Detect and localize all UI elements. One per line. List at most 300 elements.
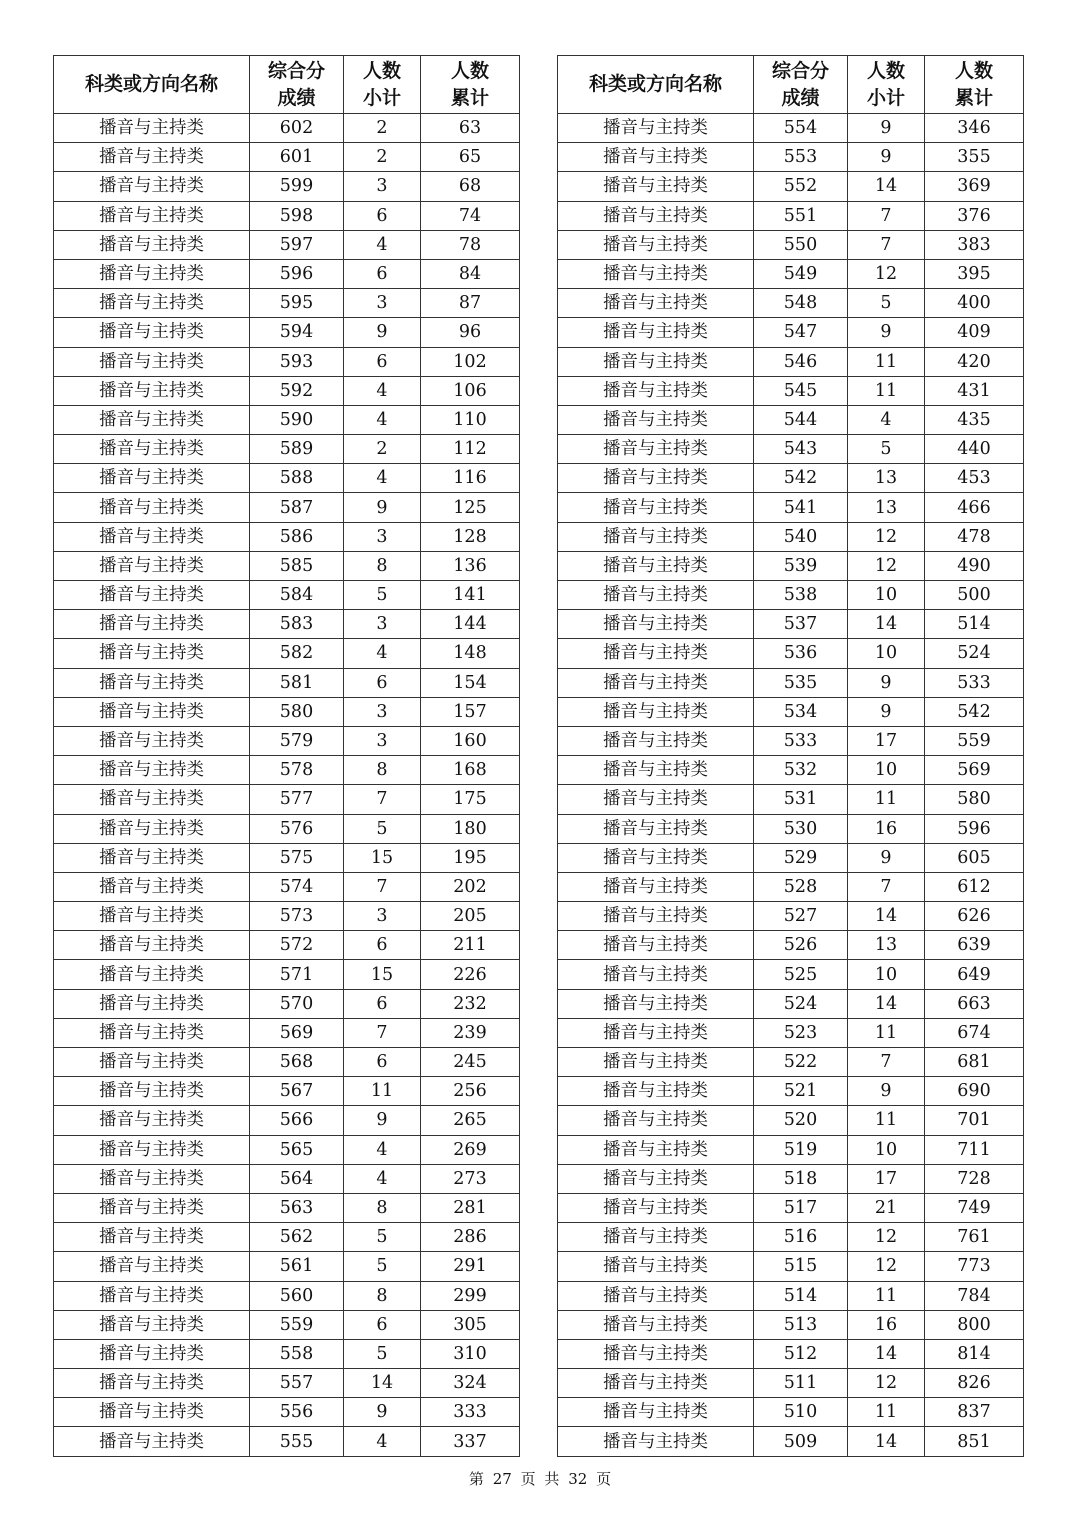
count-cell: 6 <box>344 989 421 1018</box>
score-cell: 526 <box>754 931 848 960</box>
score-cell: 543 <box>754 435 848 464</box>
score-cell: 521 <box>754 1077 848 1106</box>
score-cell: 519 <box>754 1135 848 1164</box>
category-cell: 播音与主持类 <box>54 1369 250 1398</box>
category-cell: 播音与主持类 <box>558 931 754 960</box>
table-row <box>558 1223 1024 1252</box>
score-cell: 533 <box>754 726 848 755</box>
table-row <box>558 376 1024 405</box>
table-row <box>558 668 1024 697</box>
count-cell: 3 <box>344 902 421 931</box>
cumulative-cell: 256 <box>421 1077 520 1106</box>
category-cell: 播音与主持类 <box>54 697 250 726</box>
count-cell: 13 <box>848 464 925 493</box>
category-cell: 播音与主持类 <box>54 405 250 434</box>
count-cell: 21 <box>848 1193 925 1222</box>
count-cell: 3 <box>344 610 421 639</box>
table-row <box>54 464 520 493</box>
score-cell: 582 <box>250 639 344 668</box>
table-row <box>558 259 1024 288</box>
category-cell: 播音与主持类 <box>558 872 754 901</box>
cumulative-cell: 440 <box>925 435 1024 464</box>
count-cell: 6 <box>344 347 421 376</box>
category-cell: 播音与主持类 <box>54 1048 250 1077</box>
score-cell: 518 <box>754 1164 848 1193</box>
count-cell: 8 <box>344 1281 421 1310</box>
cumulative-cell: 141 <box>421 581 520 610</box>
category-cell: 播音与主持类 <box>558 1018 754 1047</box>
score-cell: 556 <box>250 1398 344 1427</box>
table-row <box>54 610 520 639</box>
category-cell: 播音与主持类 <box>54 259 250 288</box>
category-cell: 播音与主持类 <box>54 1106 250 1135</box>
score-cell: 540 <box>754 522 848 551</box>
table-row <box>558 464 1024 493</box>
score-cell: 536 <box>754 639 848 668</box>
table-header-row <box>54 56 520 114</box>
score-cell: 579 <box>250 726 344 755</box>
table-row <box>558 1310 1024 1339</box>
cumulative-cell: 269 <box>421 1135 520 1164</box>
count-cell: 5 <box>344 581 421 610</box>
cumulative-cell: 559 <box>925 726 1024 755</box>
cumulative-cell: 690 <box>925 1077 1024 1106</box>
cumulative-cell: 814 <box>925 1339 1024 1368</box>
count-cell: 3 <box>344 697 421 726</box>
score-cell: 589 <box>250 435 344 464</box>
table-row <box>54 172 520 201</box>
cumulative-cell: 239 <box>421 1018 520 1047</box>
table-row <box>558 405 1024 434</box>
cumulative-cell: 63 <box>421 114 520 143</box>
score-cell: 599 <box>250 172 344 201</box>
score-cell: 523 <box>754 1018 848 1047</box>
category-cell: 播音与主持类 <box>54 668 250 697</box>
cumulative-cell: 106 <box>421 376 520 405</box>
count-cell: 3 <box>344 289 421 318</box>
count-cell: 2 <box>344 435 421 464</box>
category-cell: 播音与主持类 <box>558 376 754 405</box>
category-cell: 播音与主持类 <box>54 1018 250 1047</box>
count-cell: 13 <box>848 493 925 522</box>
count-cell: 12 <box>848 1369 925 1398</box>
category-cell: 播音与主持类 <box>54 376 250 405</box>
score-cell: 562 <box>250 1223 344 1252</box>
score-cell: 520 <box>754 1106 848 1135</box>
table-row <box>54 1135 520 1164</box>
score-cell: 546 <box>754 347 848 376</box>
cumulative-cell: 116 <box>421 464 520 493</box>
score-cell: 566 <box>250 1106 344 1135</box>
score-cell: 514 <box>754 1281 848 1310</box>
count-cell: 6 <box>344 1310 421 1339</box>
cumulative-cell: 784 <box>925 1281 1024 1310</box>
count-cell: 8 <box>344 551 421 580</box>
score-cell: 568 <box>250 1048 344 1077</box>
table-row <box>558 1164 1024 1193</box>
count-cell: 14 <box>848 172 925 201</box>
category-cell: 播音与主持类 <box>54 872 250 901</box>
category-cell: 播音与主持类 <box>54 960 250 989</box>
category-cell: 播音与主持类 <box>54 318 250 347</box>
table-row <box>54 289 520 318</box>
score-cell: 601 <box>250 143 344 172</box>
count-cell: 5 <box>848 435 925 464</box>
table-row <box>558 1193 1024 1222</box>
score-cell: 511 <box>754 1369 848 1398</box>
table-row <box>558 960 1024 989</box>
count-cell: 2 <box>344 114 421 143</box>
table-row <box>54 1048 520 1077</box>
score-cell: 573 <box>250 902 344 931</box>
score-cell: 595 <box>250 289 344 318</box>
category-cell: 播音与主持类 <box>558 814 754 843</box>
cumulative-cell: 749 <box>925 1193 1024 1222</box>
score-cell: 551 <box>754 201 848 230</box>
table-row <box>54 1427 520 1456</box>
count-cell: 4 <box>344 1427 421 1456</box>
category-cell: 播音与主持类 <box>558 1048 754 1077</box>
score-cell: 525 <box>754 960 848 989</box>
score-cell: 542 <box>754 464 848 493</box>
count-cell: 4 <box>344 1164 421 1193</box>
score-cell: 557 <box>250 1369 344 1398</box>
table-row <box>54 114 520 143</box>
cumulative-cell: 74 <box>421 201 520 230</box>
count-cell: 14 <box>344 1369 421 1398</box>
footer-page-word: 页 <box>520 1470 536 1488</box>
count-cell: 14 <box>848 1339 925 1368</box>
score-cell: 534 <box>754 697 848 726</box>
count-cell: 10 <box>848 1135 925 1164</box>
cumulative-cell: 273 <box>421 1164 520 1193</box>
count-cell: 3 <box>344 726 421 755</box>
category-cell: 播音与主持类 <box>558 726 754 755</box>
table-row <box>54 522 520 551</box>
score-cell: 596 <box>250 259 344 288</box>
cumulative-cell: 400 <box>925 289 1024 318</box>
score-cell: 544 <box>754 405 848 434</box>
category-cell: 播音与主持类 <box>558 989 754 1018</box>
score-cell: 585 <box>250 551 344 580</box>
cumulative-cell: 333 <box>421 1398 520 1427</box>
score-cell: 527 <box>754 902 848 931</box>
score-cell: 580 <box>250 697 344 726</box>
cumulative-cell: 136 <box>421 551 520 580</box>
cumulative-cell: 674 <box>925 1018 1024 1047</box>
score-cell: 560 <box>250 1281 344 1310</box>
category-cell: 播音与主持类 <box>558 1339 754 1368</box>
count-cell: 3 <box>344 522 421 551</box>
table-row <box>54 581 520 610</box>
score-cell: 528 <box>754 872 848 901</box>
count-cell: 11 <box>848 1106 925 1135</box>
count-cell: 4 <box>344 639 421 668</box>
category-cell: 播音与主持类 <box>54 143 250 172</box>
score-cell: 553 <box>754 143 848 172</box>
table-row <box>558 756 1024 785</box>
table-header-row <box>558 56 1024 114</box>
table-row <box>558 902 1024 931</box>
category-cell: 播音与主持类 <box>54 843 250 872</box>
count-cell: 11 <box>848 347 925 376</box>
category-cell: 播音与主持类 <box>558 581 754 610</box>
category-cell: 播音与主持类 <box>54 230 250 259</box>
category-cell: 播音与主持类 <box>54 581 250 610</box>
table-row <box>54 551 520 580</box>
header-count: 人数 小计 <box>344 56 421 114</box>
count-cell: 6 <box>344 201 421 230</box>
table-row <box>54 668 520 697</box>
table-row <box>558 435 1024 464</box>
count-cell: 12 <box>848 1252 925 1281</box>
category-cell: 播音与主持类 <box>54 902 250 931</box>
table-row <box>558 318 1024 347</box>
count-cell: 10 <box>848 639 925 668</box>
table-row <box>54 259 520 288</box>
category-cell: 播音与主持类 <box>558 1427 754 1456</box>
count-cell: 10 <box>848 756 925 785</box>
table-row <box>54 639 520 668</box>
category-cell: 播音与主持类 <box>558 551 754 580</box>
score-cell: 564 <box>250 1164 344 1193</box>
table-row <box>54 1310 520 1339</box>
category-cell: 播音与主持类 <box>54 1427 250 1456</box>
table-row <box>54 1106 520 1135</box>
table-row <box>558 289 1024 318</box>
count-cell: 4 <box>848 405 925 434</box>
score-cell: 598 <box>250 201 344 230</box>
table-row <box>558 1281 1024 1310</box>
score-cell: 576 <box>250 814 344 843</box>
table-row <box>558 1106 1024 1135</box>
category-cell: 播音与主持类 <box>558 785 754 814</box>
cumulative-cell: 681 <box>925 1048 1024 1077</box>
score-cell: 529 <box>754 843 848 872</box>
cumulative-cell: 291 <box>421 1252 520 1281</box>
category-cell: 播音与主持类 <box>558 201 754 230</box>
table-row <box>558 347 1024 376</box>
table-row <box>54 1398 520 1427</box>
category-cell: 播音与主持类 <box>558 1369 754 1398</box>
table-row <box>54 960 520 989</box>
count-cell: 7 <box>848 230 925 259</box>
count-cell: 9 <box>344 318 421 347</box>
table-row <box>54 814 520 843</box>
category-cell: 播音与主持类 <box>54 1281 250 1310</box>
cumulative-cell: 265 <box>421 1106 520 1135</box>
score-cell: 575 <box>250 843 344 872</box>
category-cell: 播音与主持类 <box>54 551 250 580</box>
cumulative-cell: 144 <box>421 610 520 639</box>
category-cell: 播音与主持类 <box>54 1164 250 1193</box>
category-cell: 播音与主持类 <box>558 522 754 551</box>
cumulative-cell: 205 <box>421 902 520 931</box>
count-cell: 12 <box>848 522 925 551</box>
count-cell: 5 <box>344 1252 421 1281</box>
count-cell: 9 <box>344 493 421 522</box>
category-cell: 播音与主持类 <box>558 1193 754 1222</box>
cumulative-cell: 157 <box>421 697 520 726</box>
cumulative-cell: 65 <box>421 143 520 172</box>
score-table-left <box>53 55 520 1457</box>
category-cell: 播音与主持类 <box>54 201 250 230</box>
count-cell: 17 <box>848 1164 925 1193</box>
count-cell: 9 <box>848 318 925 347</box>
header-count: 人数 小计 <box>848 56 925 114</box>
score-cell: 593 <box>250 347 344 376</box>
count-cell: 4 <box>344 405 421 434</box>
score-cell: 571 <box>250 960 344 989</box>
header-category: 科类或方向名称 <box>558 56 754 114</box>
count-cell: 7 <box>344 785 421 814</box>
cumulative-cell: 110 <box>421 405 520 434</box>
score-cell: 561 <box>250 1252 344 1281</box>
category-cell: 播音与主持类 <box>54 114 250 143</box>
score-cell: 550 <box>754 230 848 259</box>
cumulative-cell: 245 <box>421 1048 520 1077</box>
table-row <box>558 1398 1024 1427</box>
category-cell: 播音与主持类 <box>54 435 250 464</box>
cumulative-cell: 211 <box>421 931 520 960</box>
score-cell: 554 <box>754 114 848 143</box>
cumulative-cell: 435 <box>925 405 1024 434</box>
cumulative-cell: 478 <box>925 522 1024 551</box>
count-cell: 12 <box>848 551 925 580</box>
count-cell: 9 <box>848 114 925 143</box>
score-cell: 513 <box>754 1310 848 1339</box>
count-cell: 14 <box>848 610 925 639</box>
cumulative-cell: 533 <box>925 668 1024 697</box>
cumulative-cell: 310 <box>421 1339 520 1368</box>
table-row <box>558 1369 1024 1398</box>
header-score: 综合分 成绩 <box>250 56 344 114</box>
table-row <box>558 931 1024 960</box>
table-row <box>54 1193 520 1222</box>
category-cell: 播音与主持类 <box>558 318 754 347</box>
score-cell: 524 <box>754 989 848 1018</box>
header-category: 科类或方向名称 <box>54 56 250 114</box>
cumulative-cell: 112 <box>421 435 520 464</box>
score-cell: 516 <box>754 1223 848 1252</box>
category-cell: 播音与主持类 <box>54 493 250 522</box>
cumulative-cell: 84 <box>421 259 520 288</box>
count-cell: 14 <box>848 1427 925 1456</box>
cumulative-cell: 431 <box>925 376 1024 405</box>
table-row <box>558 201 1024 230</box>
score-cell: 572 <box>250 931 344 960</box>
score-cell: 597 <box>250 230 344 259</box>
cumulative-cell: 639 <box>925 931 1024 960</box>
cumulative-cell: 383 <box>925 230 1024 259</box>
count-cell: 15 <box>344 960 421 989</box>
count-cell: 10 <box>848 960 925 989</box>
category-cell: 播音与主持类 <box>54 1223 250 1252</box>
score-cell: 541 <box>754 493 848 522</box>
score-cell: 555 <box>250 1427 344 1456</box>
count-cell: 8 <box>344 756 421 785</box>
category-cell: 播音与主持类 <box>558 464 754 493</box>
table-row <box>54 843 520 872</box>
cumulative-cell: 514 <box>925 610 1024 639</box>
score-cell: 510 <box>754 1398 848 1427</box>
category-cell: 播音与主持类 <box>558 902 754 931</box>
category-cell: 播音与主持类 <box>558 230 754 259</box>
table-row <box>54 931 520 960</box>
table-row <box>558 1018 1024 1047</box>
count-cell: 7 <box>848 872 925 901</box>
score-cell: 563 <box>250 1193 344 1222</box>
cumulative-cell: 649 <box>925 960 1024 989</box>
footer-total-pages: 32 <box>568 1470 588 1488</box>
count-cell: 9 <box>848 668 925 697</box>
cumulative-cell: 711 <box>925 1135 1024 1164</box>
table-row <box>54 1281 520 1310</box>
score-cell: 577 <box>250 785 344 814</box>
score-cell: 509 <box>754 1427 848 1456</box>
table-row <box>558 114 1024 143</box>
score-cell: 522 <box>754 1048 848 1077</box>
table-row <box>54 201 520 230</box>
count-cell: 8 <box>344 1193 421 1222</box>
category-cell: 播音与主持类 <box>558 1135 754 1164</box>
category-cell: 播音与主持类 <box>54 522 250 551</box>
cumulative-cell: 324 <box>421 1369 520 1398</box>
table-row <box>558 143 1024 172</box>
cumulative-cell: 281 <box>421 1193 520 1222</box>
cumulative-cell: 68 <box>421 172 520 201</box>
count-cell: 6 <box>344 931 421 960</box>
category-cell: 播音与主持类 <box>558 435 754 464</box>
cumulative-cell: 596 <box>925 814 1024 843</box>
score-cell: 590 <box>250 405 344 434</box>
count-cell: 9 <box>848 1077 925 1106</box>
count-cell: 5 <box>344 1223 421 1252</box>
score-cell: 602 <box>250 114 344 143</box>
cumulative-cell: 78 <box>421 230 520 259</box>
score-cell: 581 <box>250 668 344 697</box>
count-cell: 4 <box>344 230 421 259</box>
cumulative-cell: 773 <box>925 1252 1024 1281</box>
score-cell: 558 <box>250 1339 344 1368</box>
score-cell: 584 <box>250 581 344 610</box>
category-cell: 播音与主持类 <box>558 639 754 668</box>
table-row <box>558 522 1024 551</box>
category-cell: 播音与主持类 <box>54 726 250 755</box>
count-cell: 2 <box>344 143 421 172</box>
table-row <box>558 814 1024 843</box>
score-cell: 548 <box>754 289 848 318</box>
footer-suffix: 页 <box>596 1470 612 1488</box>
cumulative-cell: 826 <box>925 1369 1024 1398</box>
count-cell: 12 <box>848 259 925 288</box>
cumulative-cell: 154 <box>421 668 520 697</box>
count-cell: 11 <box>848 1018 925 1047</box>
footer-prefix: 第 <box>468 1470 484 1488</box>
header-cumulative: 人数 累计 <box>421 56 520 114</box>
category-cell: 播音与主持类 <box>54 756 250 785</box>
count-cell: 14 <box>848 989 925 1018</box>
cumulative-cell: 580 <box>925 785 1024 814</box>
cumulative-cell: 160 <box>421 726 520 755</box>
cumulative-cell: 626 <box>925 902 1024 931</box>
table-row <box>558 1339 1024 1368</box>
table-row <box>54 493 520 522</box>
score-cell: 578 <box>250 756 344 785</box>
table-row <box>558 493 1024 522</box>
table-row <box>54 989 520 1018</box>
category-cell: 播音与主持类 <box>54 1398 250 1427</box>
